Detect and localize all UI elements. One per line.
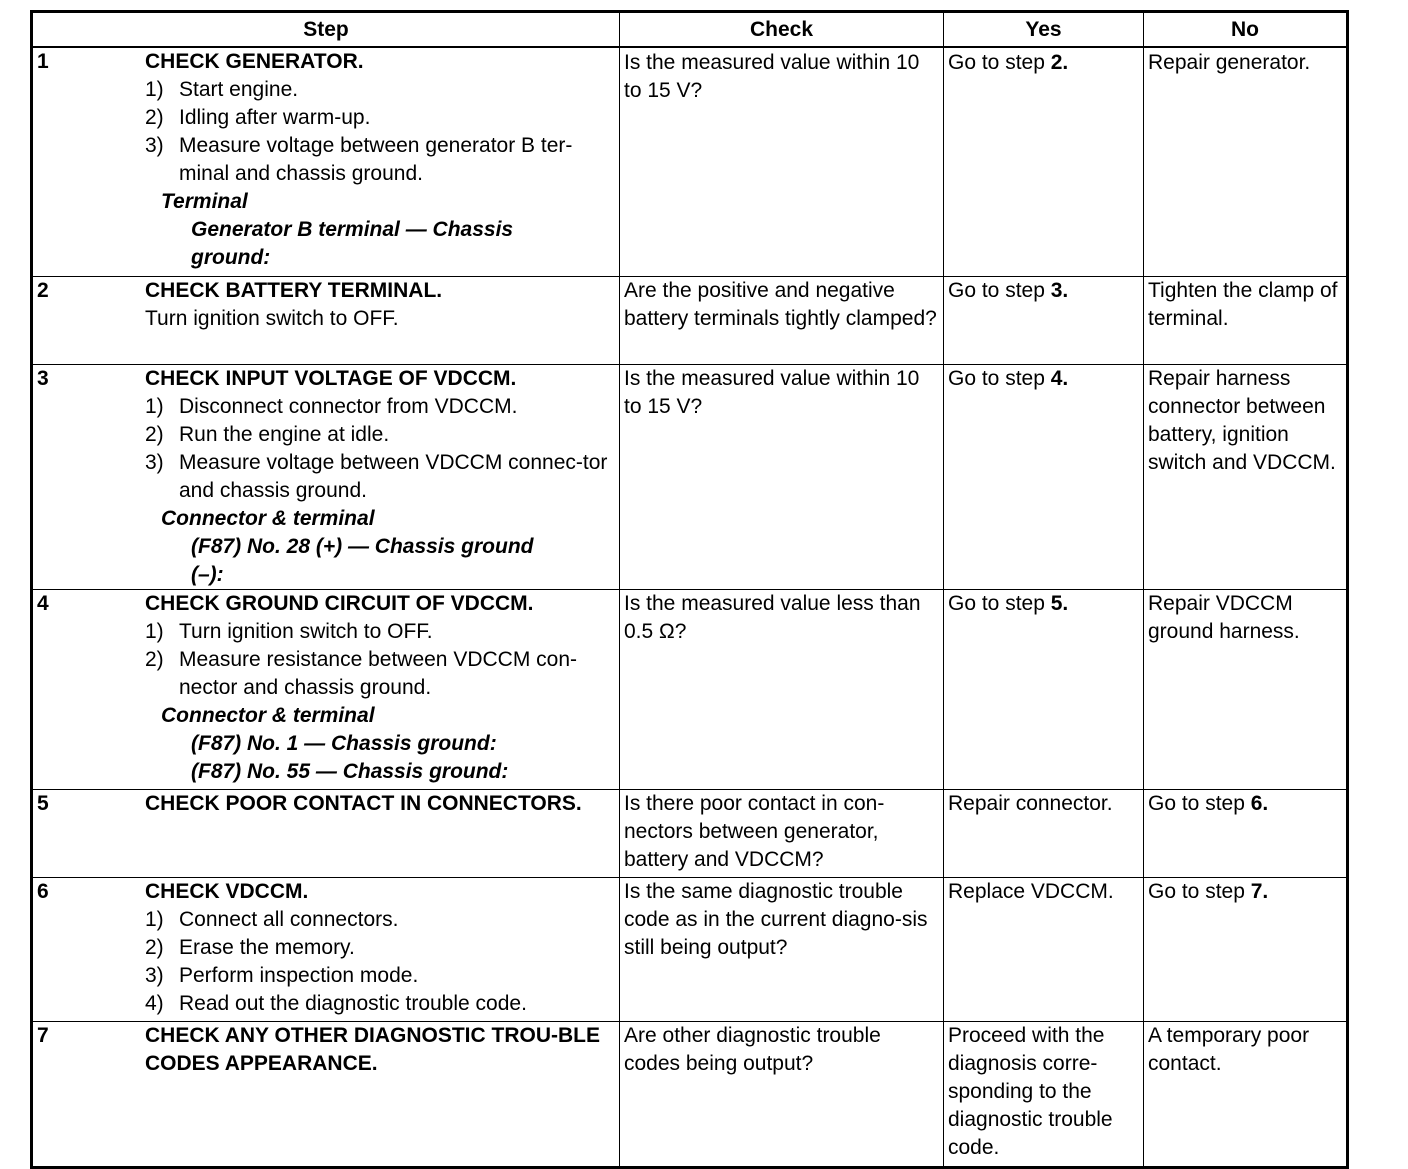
- table-row: [32, 276, 1348, 364]
- header-yes: Yes: [944, 12, 1144, 48]
- yes-cell: [944, 1021, 1144, 1167]
- terminal-spec: (F87) No. 55 — Chassis ground:: [191, 759, 509, 783]
- substep-text: Disconnect connector from VDCCM.: [179, 394, 518, 418]
- terminal-spec: (F87) No. 28 (+) — Chassis ground (–):: [191, 534, 534, 586]
- step-substep: [145, 618, 615, 646]
- step-title: CHECK GENERATOR.: [145, 50, 364, 73]
- no-text: Go to step: [1148, 791, 1251, 815]
- step-substep: [145, 132, 615, 188]
- yes-cell: [944, 589, 1144, 789]
- substep-number: 2): [145, 422, 164, 446]
- yes-text: Repair connector.: [948, 791, 1113, 815]
- step-title: CHECK INPUT VOLTAGE OF VDCCM.: [145, 366, 517, 390]
- substep-text: Read out the diagnostic trouble code.: [179, 991, 527, 1015]
- step-cell: [32, 1021, 620, 1167]
- no-step-ref: 6.: [1250, 791, 1269, 815]
- yes-cell: [944, 364, 1144, 589]
- substep-text: Run the engine at idle.: [179, 422, 390, 446]
- step-number: 2: [37, 278, 49, 302]
- substep-number: 4): [145, 991, 164, 1015]
- no-cell: [1144, 47, 1348, 276]
- no-text: Tighten the clamp of terminal.: [1148, 278, 1338, 330]
- header-check: Check: [620, 12, 944, 48]
- step-number: 4: [37, 591, 49, 615]
- step-cell: [32, 589, 620, 789]
- no-cell: [1144, 589, 1348, 789]
- step-cell: [32, 276, 620, 364]
- table-row: [32, 47, 1348, 276]
- no-cell: [1144, 789, 1348, 877]
- check-cell: Is the measured value less than 0.5 Ω?: [620, 589, 944, 789]
- yes-cell: [944, 276, 1144, 364]
- step-cell: [32, 789, 620, 877]
- diagnostic-table: [30, 10, 1349, 1169]
- terminal-spec: Generator B terminal — Chassis ground:: [191, 218, 514, 269]
- step-body: [145, 790, 619, 818]
- table-body: [32, 47, 1348, 1167]
- step-cell: [32, 364, 620, 589]
- header-no: No: [1144, 12, 1348, 48]
- step-number: 7: [37, 1023, 49, 1047]
- no-cell: [1144, 1021, 1348, 1167]
- substep-number: 2): [145, 106, 164, 129]
- header-step: Step: [32, 12, 620, 48]
- substep-number: 1): [145, 907, 164, 931]
- yes-text: Go to step: [948, 366, 1051, 390]
- step-substep: [145, 104, 615, 132]
- yes-cell: [944, 877, 1144, 1021]
- no-text: Go to step: [1148, 879, 1251, 903]
- step-title: CHECK ANY OTHER DIAGNOSTIC TROU-BLE CODES APPEARANCE.: [145, 1023, 601, 1075]
- table-row: [32, 589, 1348, 789]
- check-cell: Is the same diagnostic trouble code as in the current diagno-sis still being output?: [620, 877, 944, 1021]
- check-cell: Is the measured value within 10 to 15 V?: [620, 47, 944, 276]
- substep-number: 1): [145, 394, 164, 418]
- substep-text: Turn ignition switch to OFF.: [179, 619, 433, 643]
- substep-text: Start engine.: [179, 78, 299, 101]
- step-substep: [145, 962, 615, 990]
- substep-text: Measure voltage between generator B ter-minal and chassis ground.: [179, 134, 573, 185]
- substep-number: 2): [145, 647, 164, 671]
- substep-text: Idling after warm-up.: [179, 106, 371, 129]
- yes-step-ref: 4.: [1050, 366, 1069, 390]
- step-substep: [145, 449, 615, 505]
- no-text: Repair VDCCM ground harness.: [1148, 591, 1300, 643]
- yes-text: Proceed with the diagnosis corre-sponding to the diagnostic trouble code.: [948, 1023, 1113, 1159]
- substep-number: 1): [145, 619, 164, 643]
- step-title: CHECK GROUND CIRCUIT OF VDCCM.: [145, 591, 534, 615]
- step-instruction: Turn ignition switch to OFF.: [145, 306, 399, 330]
- step-number: 1: [37, 50, 49, 73]
- table-row: [32, 364, 1348, 589]
- step-number: 6: [37, 879, 49, 903]
- step-body: [145, 1022, 619, 1078]
- table-row: [32, 789, 1348, 877]
- substep-number: 2): [145, 935, 164, 959]
- no-step-ref: 7.: [1250, 879, 1269, 903]
- no-cell: [1144, 877, 1348, 1021]
- table-row: [32, 877, 1348, 1021]
- terminal-spec: (F87) No. 1 — Chassis ground:: [191, 731, 497, 755]
- yes-cell: [944, 789, 1144, 877]
- step-substep: [145, 421, 615, 449]
- no-text: A temporary poor contact.: [1148, 1023, 1310, 1075]
- check-cell: Are other diagnostic trouble codes being output?: [620, 1021, 944, 1167]
- no-cell: [1144, 276, 1348, 364]
- substep-text: Connect all connectors.: [179, 907, 399, 931]
- terminal-heading: Terminal: [161, 190, 248, 213]
- substep-text: Measure voltage between VDCCM connec-tor and chassis ground.: [179, 450, 608, 502]
- substep-text: Erase the memory.: [179, 935, 355, 959]
- step-cell: [32, 877, 620, 1021]
- step-substep: [145, 646, 615, 702]
- substep-number: 1): [145, 78, 164, 101]
- step-title: CHECK BATTERY TERMINAL.: [145, 278, 443, 302]
- step-title: CHECK POOR CONTACT IN CONNECTORS.: [145, 791, 582, 815]
- step-substep: [145, 76, 615, 104]
- yes-step-ref: 2.: [1050, 51, 1069, 74]
- substep-text: Perform inspection mode.: [179, 963, 419, 987]
- step-body: [145, 365, 619, 505]
- step-substep: [145, 393, 615, 421]
- step-number: 5: [37, 791, 49, 815]
- yes-step-ref: 5.: [1050, 591, 1069, 615]
- step-body: [145, 590, 619, 702]
- check-cell: Is the measured value within 10 to 15 V?: [620, 364, 944, 589]
- table-row: [32, 1021, 1348, 1167]
- yes-cell: [944, 47, 1144, 276]
- check-cell: Is there poor contact in con-nectors between generator, battery and VDCCM?: [620, 789, 944, 877]
- step-substep: [145, 990, 615, 1018]
- yes-text: Go to step: [948, 278, 1051, 302]
- check-cell: Are the positive and negative battery terminals tightly clamped?: [620, 276, 944, 364]
- step-substep: [145, 934, 615, 962]
- step-substep: [145, 906, 615, 934]
- yes-text: Replace VDCCM.: [948, 879, 1114, 903]
- step-number: 3: [37, 366, 49, 390]
- step-body: [145, 878, 619, 1018]
- terminal-heading: Connector & terminal: [161, 703, 375, 727]
- step-body: [145, 48, 619, 188]
- no-cell: [1144, 364, 1348, 589]
- no-text: Repair generator.: [1148, 51, 1311, 74]
- yes-text: Go to step: [948, 591, 1051, 615]
- substep-text: Measure resistance between VDCCM con-nector and chassis ground.: [179, 647, 577, 699]
- step-body: [145, 277, 619, 333]
- step-title: CHECK VDCCM.: [145, 879, 309, 903]
- yes-step-ref: 3.: [1050, 278, 1069, 302]
- terminal-heading: Connector & terminal: [161, 506, 375, 530]
- header-row: [32, 12, 1348, 48]
- no-text: Repair harness connector between battery, ignition switch and VDCCM.: [1148, 366, 1336, 474]
- step-cell: [32, 47, 620, 276]
- yes-text: Go to step: [948, 51, 1051, 74]
- substep-number: 3): [145, 450, 164, 474]
- substep-number: 3): [145, 963, 164, 987]
- substep-number: 3): [145, 134, 164, 157]
